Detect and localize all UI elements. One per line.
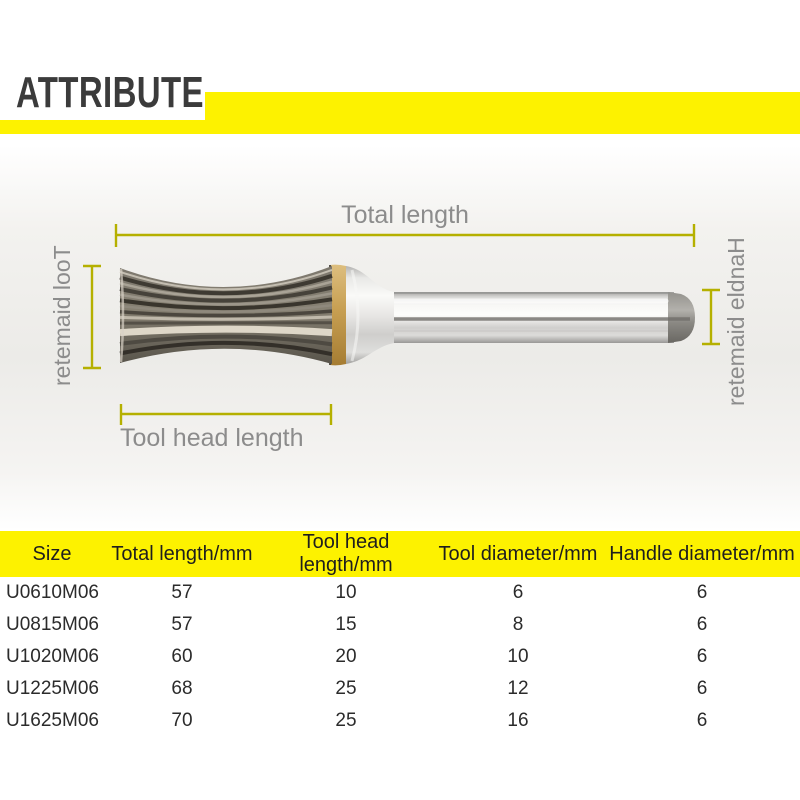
tool-diameter-dimension-line (83, 266, 101, 368)
tool-diameter-cell: 16 (507, 710, 529, 731)
column-header-size: Size (32, 542, 72, 565)
handle-diameter-label: retemaid eldnaH (723, 237, 749, 406)
table-row (0, 609, 800, 641)
handle-diameter-cell: 6 (696, 614, 708, 635)
table-row (0, 641, 800, 673)
tool-head-length-dimension-line (121, 404, 331, 425)
total-length-cell: 68 (171, 678, 193, 699)
total-length-cell: 60 (171, 646, 193, 667)
tool-diameter-label: retemaid looT (49, 245, 75, 386)
spec-table (0, 531, 800, 737)
braze-band (330, 265, 346, 366)
column-header-handle-diameter: Handle diameter/mm (609, 542, 795, 565)
column-header-tool-head-length: Tool head length/mm (299, 531, 393, 576)
tool-head-length-cell: 25 (335, 710, 357, 731)
tool-head-length-cell: 15 (335, 614, 357, 635)
size-cell: U1020M06 (6, 646, 99, 667)
total-length-label: Total length (341, 201, 469, 229)
size-cell: U1625M06 (6, 710, 99, 731)
size-cell: U0815M06 (6, 614, 99, 635)
tool-diameter-cell: 12 (507, 678, 529, 699)
handle-diameter-cell: 6 (696, 678, 708, 699)
table-row (0, 705, 800, 737)
handle-diameter-cell: 6 (696, 582, 708, 603)
size-cell: U1225M06 (6, 678, 99, 699)
handle-diameter-cell: 6 (696, 646, 708, 667)
tool-diameter-cell: 10 (507, 646, 529, 667)
column-header-tool-diameter: Tool diameter/mm (438, 542, 598, 565)
column-header-total-length: Total length/mm (111, 542, 253, 565)
total-length-cell: 70 (171, 710, 193, 731)
tool-diameter-cell: 6 (512, 582, 524, 603)
total-length-cell: 57 (171, 582, 193, 603)
tool-diameter-cell: 8 (512, 614, 524, 635)
table-row (0, 673, 800, 705)
handle-diameter-cell: 6 (696, 710, 708, 731)
table-row (0, 577, 800, 609)
total-length-cell: 57 (171, 614, 193, 635)
spec-table-header-row (0, 531, 800, 577)
tool-head-length-label: Tool head length (120, 424, 304, 452)
page-title: ATTRIBUTE (16, 68, 204, 117)
tool-head-length-cell: 25 (335, 678, 357, 699)
size-cell: U0610M06 (6, 582, 99, 603)
tool-head-length-cell: 10 (335, 582, 357, 603)
tool-head-length-cell: 20 (335, 646, 357, 667)
handle-diameter-dimension-line (702, 290, 720, 344)
